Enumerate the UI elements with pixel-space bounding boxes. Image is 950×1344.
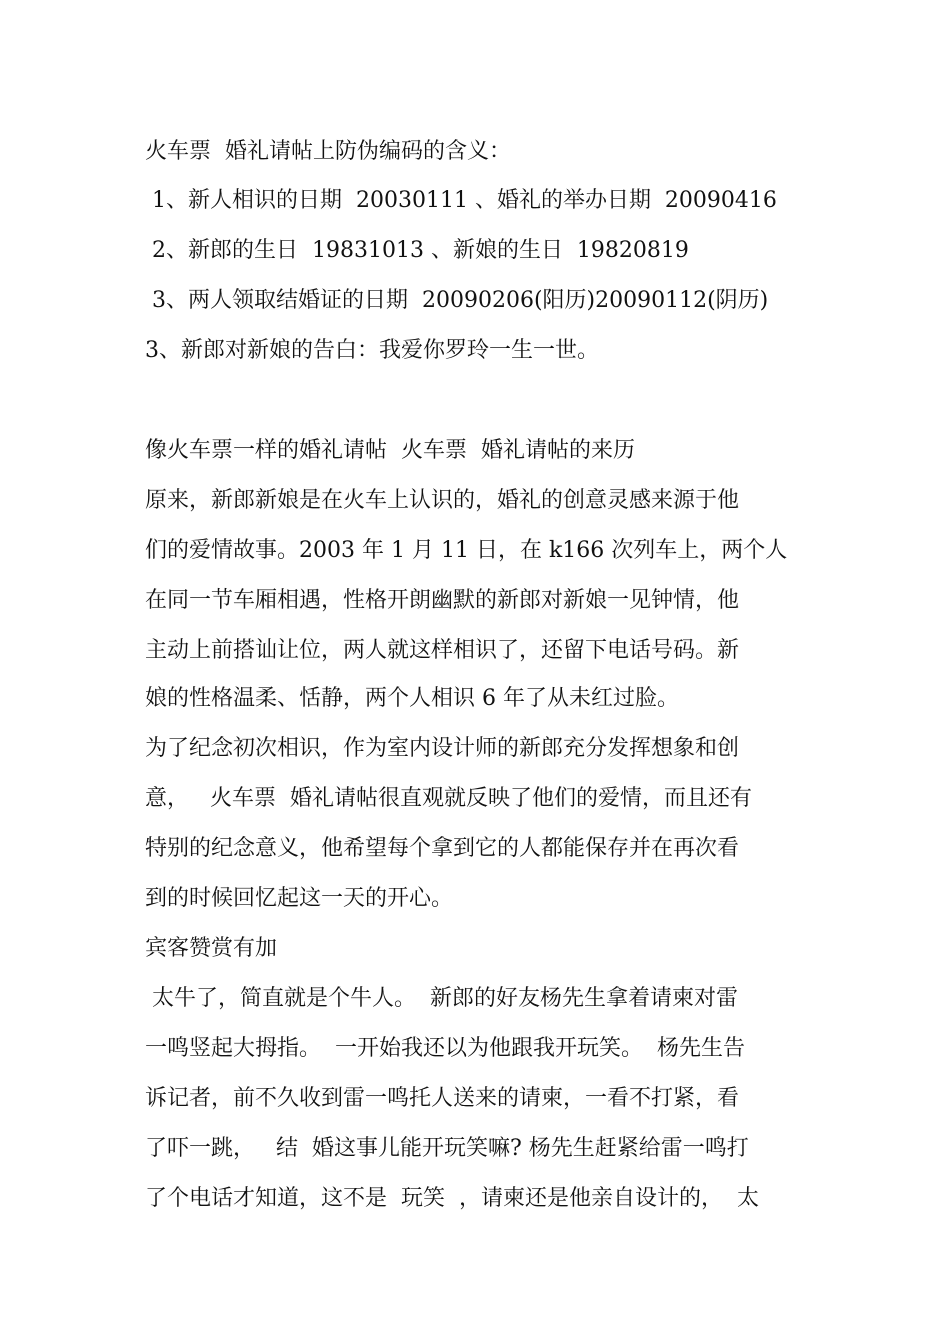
story-line: 娘的性格温柔、恬静，两个人相识 6 年了从未红过脸。 bbox=[145, 686, 679, 711]
story-line: 意， 火车票 婚礼请帖很直观就反映了他们的爱情，而且还有 bbox=[145, 786, 752, 811]
story-line: 主动上前搭讪让位，两人就这样相识了，还留下电话号码。新 bbox=[145, 638, 740, 663]
guest-line: 太牛了，简直就是个牛人。 新郎的好友杨先生拿着请柬对雷 bbox=[145, 986, 738, 1011]
guest-line: 诉记者，前不久收到雷一鸣托人送来的请柬，一看不打紧，看 bbox=[145, 1086, 740, 1111]
section1-heading: 火车票 婚礼请帖上防伪编码的含义： bbox=[145, 139, 511, 164]
meaning-item-4: 3、新郎对新娘的告白：我爱你罗玲一生一世。 bbox=[145, 338, 599, 363]
guest-line: 了个电话才知道，这不是 玩笑 ，请柬还是他亲自设计的， 太 bbox=[145, 1186, 759, 1211]
meaning-item-2: 2、新郎的生日 19831013 、新娘的生日 19820819 bbox=[145, 238, 689, 263]
story-line: 为了纪念初次相识，作为室内设计师的新郎充分发挥想象和创 bbox=[145, 736, 740, 761]
meaning-item-3: 3、两人领取结婚证的日期 20090206(阳历)20090112(阴历) bbox=[145, 288, 769, 313]
story-line: 原来，新郎新娘是在火车上认识的，婚礼的创意灵感来源于他 bbox=[145, 488, 740, 513]
story-line: 到的时候回忆起这一天的开心。 bbox=[145, 886, 454, 911]
section3-heading: 宾客赞赏有加 bbox=[145, 936, 278, 961]
guest-line: 一鸣竖起大拇指。 一开始我还以为他跟我开玩笑。 杨先生告 bbox=[145, 1036, 745, 1061]
section2-heading: 像火车票一样的婚礼请帖 火车票 婚礼请帖的来历 bbox=[145, 438, 635, 463]
story-line: 特别的纪念意义，他希望每个拿到它的人都能保存并在再次看 bbox=[145, 836, 740, 861]
meaning-item-1: 1、新人相识的日期 20030111 、婚礼的举办日期 20090416 bbox=[145, 188, 777, 213]
guest-line: 了吓一跳， 结 婚这事儿能开玩笑嘛? 杨先生赶紧给雷一鸣打 bbox=[145, 1136, 749, 1161]
story-line: 在同一节车厢相遇，性格开朗幽默的新郎对新娘一见钟情，他 bbox=[145, 588, 740, 613]
story-line: 们的爱情故事。2003 年 1 月 11 日，在 k166 次列车上，两个人 bbox=[145, 538, 788, 563]
